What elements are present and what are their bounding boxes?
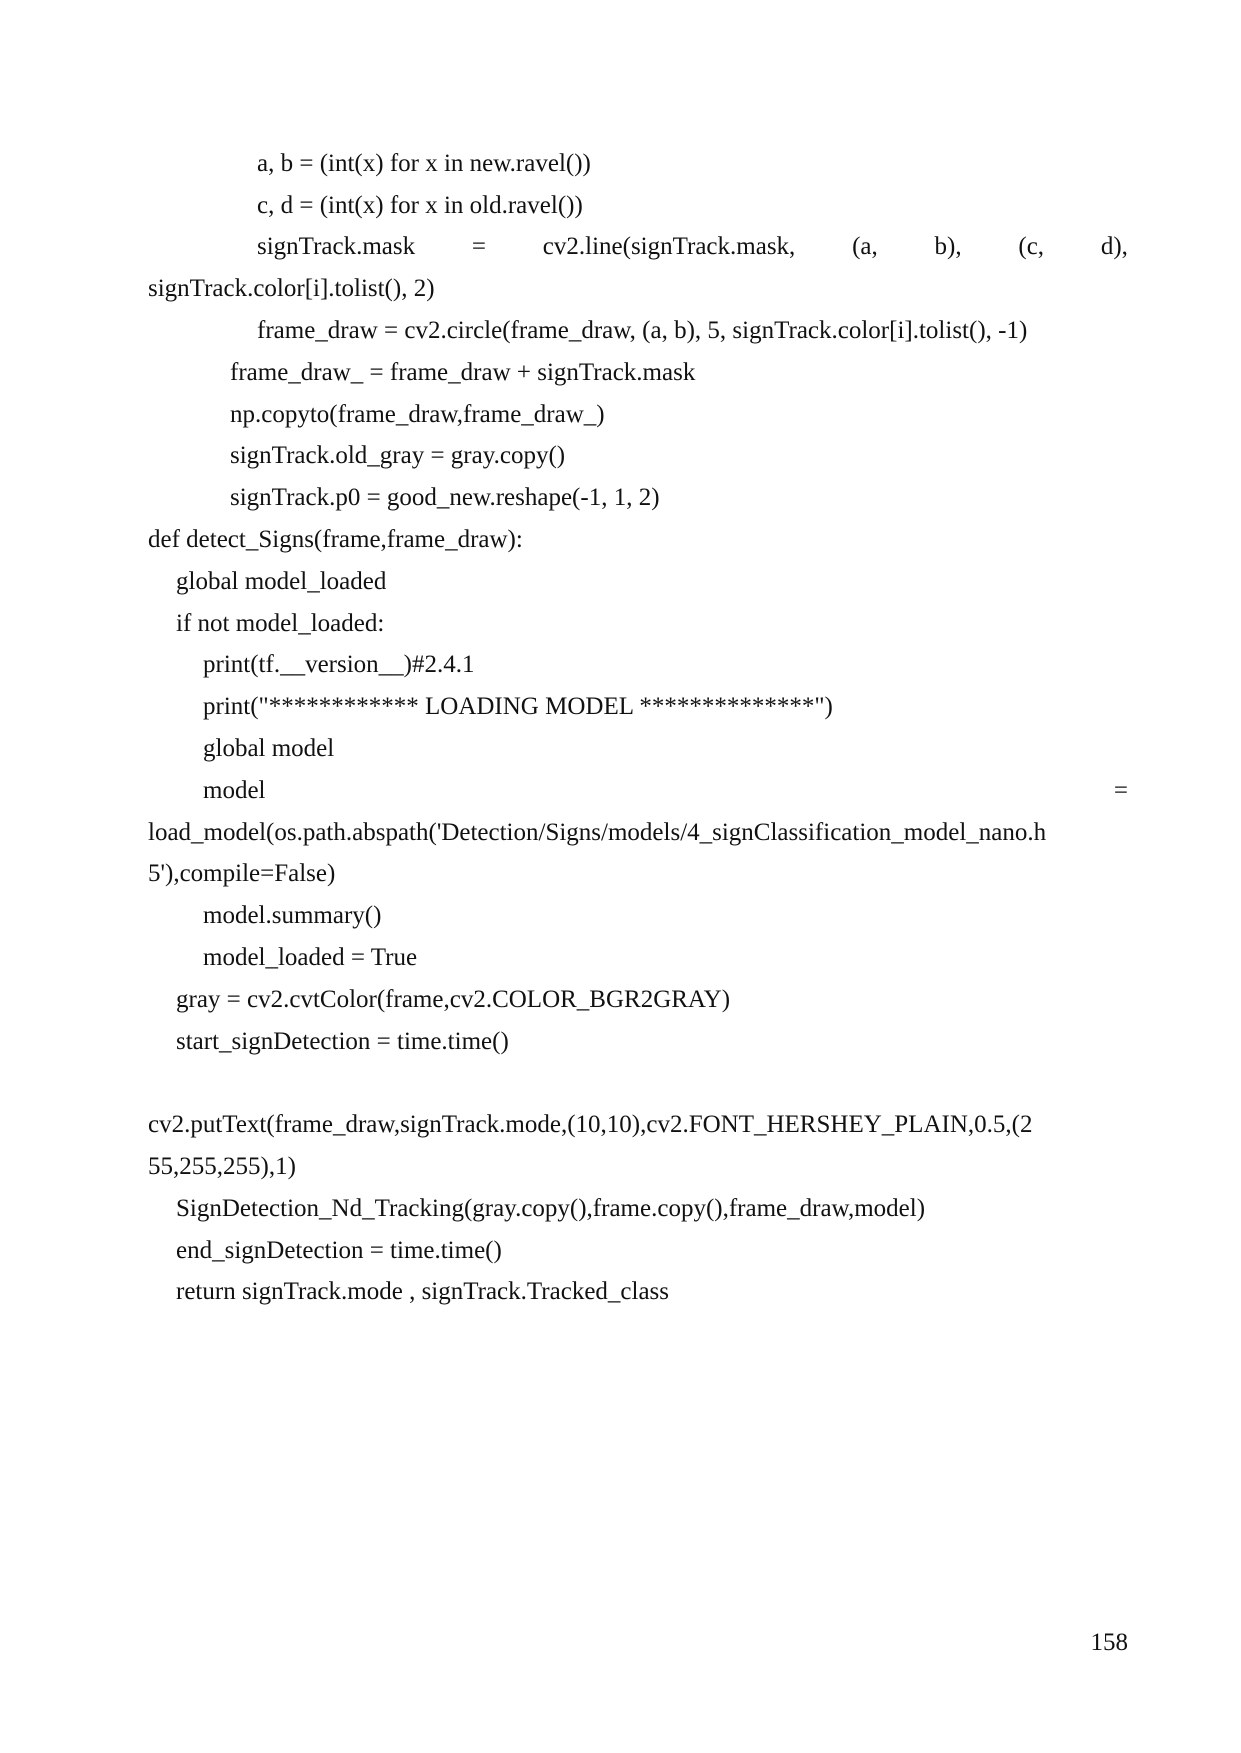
code-line: frame_draw_ = frame_draw + signTrack.mask bbox=[230, 359, 696, 386]
code-line: model_loaded = True bbox=[203, 944, 418, 971]
code-line: print("************ LOADING MODEL **************") bbox=[203, 693, 833, 720]
code-line: global model_loaded bbox=[176, 568, 387, 595]
code-token: model bbox=[203, 777, 266, 804]
code-line: frame_draw = cv2.circle(frame_draw, (a, b), 5, signTrack.color[i].tolist(), -1) bbox=[257, 317, 1028, 344]
code-token: = bbox=[471, 233, 486, 260]
code-line: 5'),compile=False) bbox=[148, 860, 336, 887]
code-token: (a, bbox=[852, 233, 878, 260]
code-line-justified bbox=[257, 229, 1128, 265]
code-token: (c, bbox=[1018, 233, 1045, 260]
code-line: np.copyto(frame_draw,frame_draw_) bbox=[230, 401, 605, 428]
code-token: d), bbox=[1100, 233, 1128, 260]
code-line: print(tf.__version__)#2.4.1 bbox=[203, 651, 475, 678]
code-line: SignDetection_Nd_Tracking(gray.copy(),frame.copy(),frame_draw,model) bbox=[176, 1195, 926, 1222]
code-line: c, d = (int(x) for x in old.ravel()) bbox=[257, 192, 583, 219]
code-line: def detect_Signs(frame,frame_draw): bbox=[148, 526, 523, 553]
code-line: end_signDetection = time.time() bbox=[176, 1237, 502, 1264]
code-line: gray = cv2.cvtColor(frame,cv2.COLOR_BGR2GRAY) bbox=[176, 986, 731, 1013]
code-line: if not model_loaded: bbox=[176, 610, 385, 637]
code-line: model.summary() bbox=[203, 902, 382, 929]
code-line-justified bbox=[203, 773, 1128, 809]
code-token: = bbox=[1113, 777, 1128, 804]
code-line: load_model(os.path.abspath('Detection/Signs/models/4_signClassification_model_nano.h bbox=[148, 819, 1047, 846]
code-token: cv2.line(signTrack.mask, bbox=[542, 233, 796, 260]
code-line: signTrack.old_gray = gray.copy() bbox=[230, 442, 566, 469]
code-line: start_signDetection = time.time() bbox=[176, 1028, 509, 1055]
code-token: signTrack.mask bbox=[257, 233, 416, 260]
code-line: signTrack.color[i].tolist(), 2) bbox=[148, 275, 435, 302]
code-line: global model bbox=[203, 735, 335, 762]
code-line: cv2.putText(frame_draw,signTrack.mode,(10,10),cv2.FONT_HERSHEY_PLAIN,0.5,(2 bbox=[148, 1111, 1033, 1138]
code-line: return signTrack.mode , signTrack.Tracked_class bbox=[176, 1278, 670, 1305]
code-token: b), bbox=[934, 233, 962, 260]
code-line: a, b = (int(x) for x in new.ravel()) bbox=[257, 150, 591, 177]
page-number: 158 bbox=[1090, 1629, 1128, 1656]
code-line: signTrack.p0 = good_new.reshape(-1, 1, 2) bbox=[230, 484, 660, 511]
code-line: 55,255,255),1) bbox=[148, 1153, 296, 1180]
